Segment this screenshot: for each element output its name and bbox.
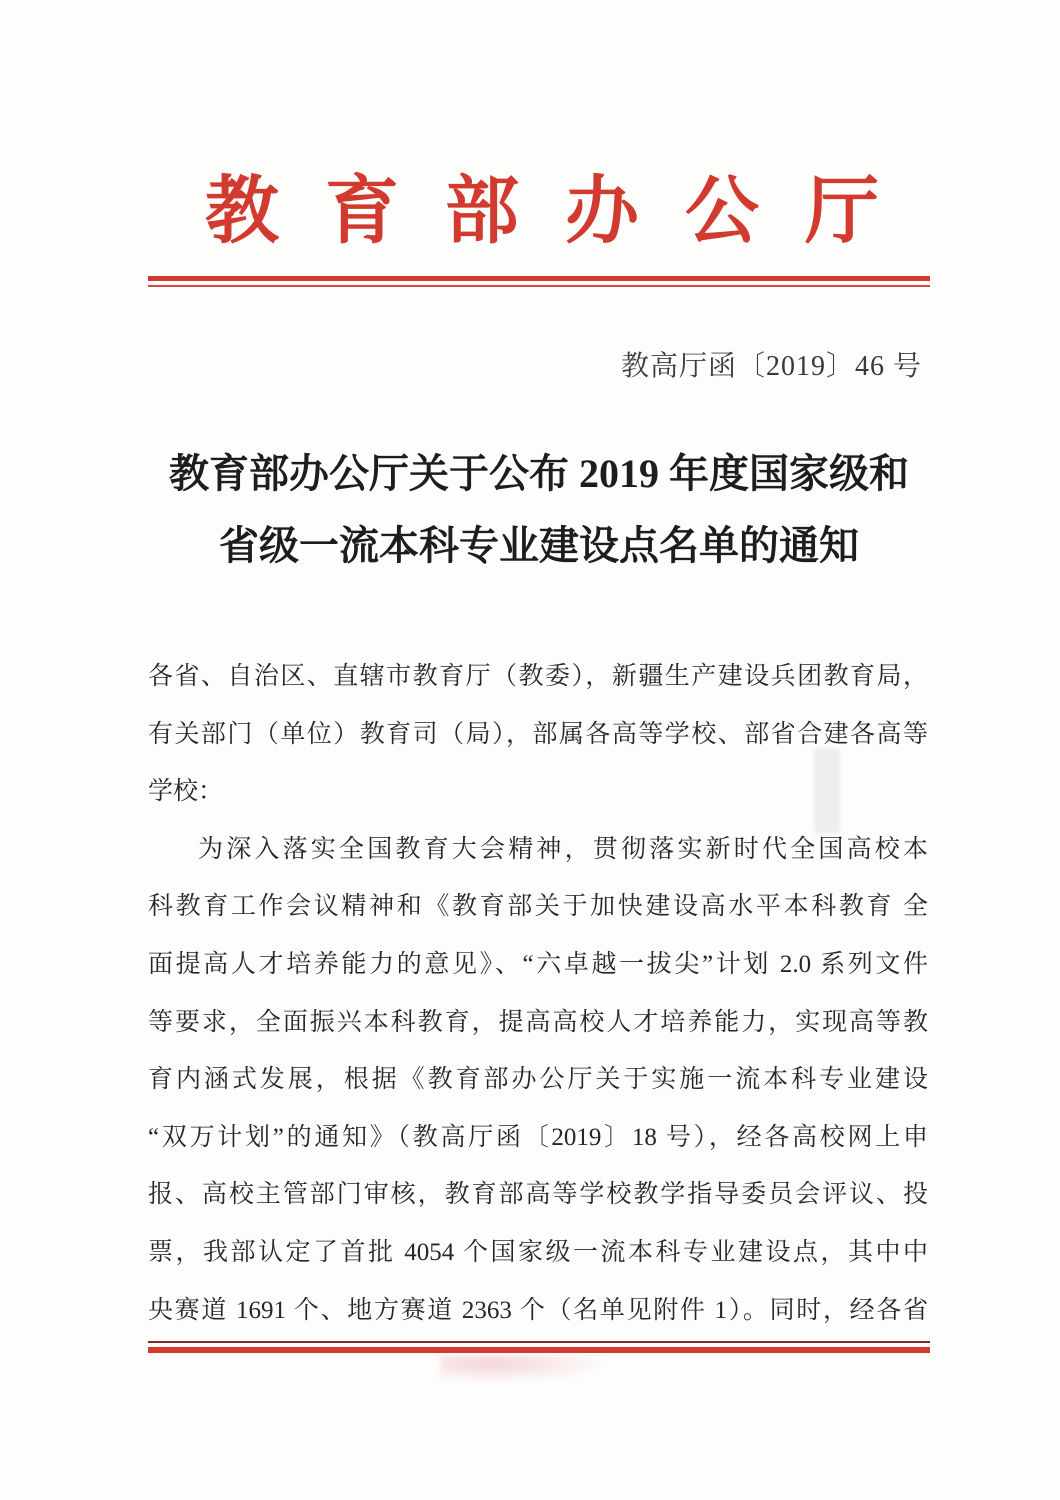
page-bottom-separator-thin-line	[148, 1341, 930, 1343]
page-bottom-separator-thick-line	[148, 1347, 930, 1353]
document-title-line1: 教育部办公厅关于公布 2019 年度国家级和	[169, 451, 909, 496]
document-number: 教高厅函〔2019〕46 号	[620, 351, 922, 382]
body-line: 等要求，全面振兴本科教育，提高高校人才培养能力，实现高等教	[148, 1008, 928, 1036]
letterhead-separator-thin-line	[148, 285, 930, 287]
body-line: 央赛道 1691 个、地方赛道 2363 个（名单见附件 1）。同时，经各省	[148, 1296, 928, 1324]
body-line: 报、高校主管部门审核，教育部高等学校教学指导委员会评议、投	[148, 1181, 928, 1209]
body-line: 科教育工作会议精神和《教育部关于加快建设高水平本科教育 全	[148, 893, 928, 921]
body-line: 育内涵式发展，根据《教育部办公厅关于实施一流本科专业建设	[148, 1066, 928, 1094]
body-line: 各省、自治区、直辖市教育厅（教委），新疆生产建设兵团教育局，	[148, 663, 928, 690]
letterhead-separator-thick-line	[148, 276, 930, 281]
page-bottom-separator	[148, 1341, 930, 1353]
document-title-line2: 省级一流本科专业建设点名单的通知	[219, 523, 859, 568]
body-line: 为深入落实全国教育大会精神，贯彻落实新时代全国高校本	[198, 835, 928, 863]
body-line: 票，我部认定了首批 4054 个国家级一流本科专业建设点，其中中	[148, 1238, 928, 1266]
body-line: 有关部门（单位）教育司（局），部属各高等学校、部省合建各高等	[148, 720, 928, 748]
body-line: “双万计划”的通知》（教高厅函〔2019〕18 号），经各高校网上申	[148, 1123, 928, 1151]
scan-smudge-gray	[814, 748, 840, 834]
document-title	[140, 438, 938, 582]
body-line: 面提高人才培养能力的意见》、“六卓越一拔尖”计划 2.0 系列文件	[148, 950, 928, 978]
scan-smudge-pink	[440, 1355, 610, 1383]
letterhead-separator	[148, 276, 930, 287]
document-body	[148, 648, 928, 1339]
letterhead-title: 教育部办公厅	[205, 171, 925, 253]
body-line: 学校：	[148, 778, 224, 806]
